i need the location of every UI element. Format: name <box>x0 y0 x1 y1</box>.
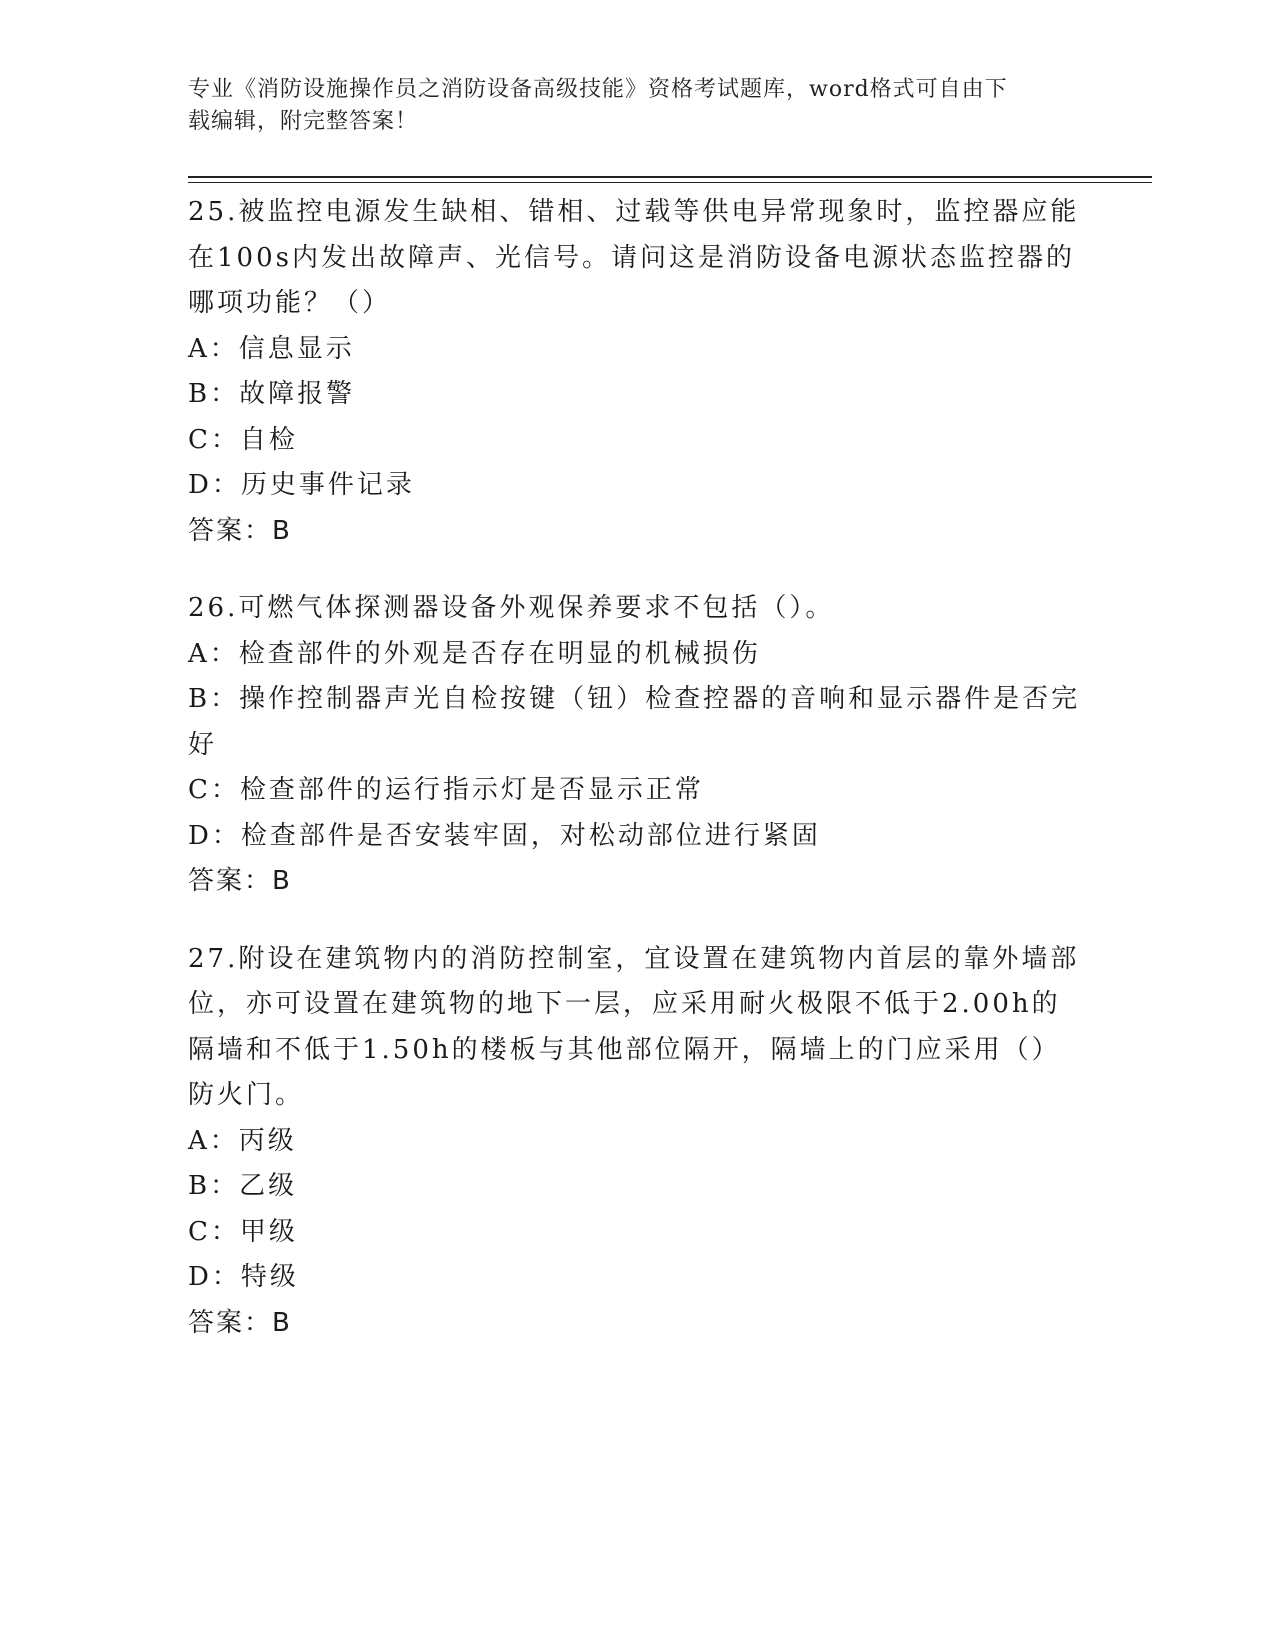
header-line-1: 专业《消防设施操作员之消防设备高级技能》资格考试题库，word格式可自由下 <box>188 77 1008 102</box>
answer-text: 答案：B <box>188 866 292 896</box>
option-b: B：乙级 <box>188 1171 298 1201</box>
option-b-continued: 好 <box>188 729 218 760</box>
answer-text: 答案：B <box>188 1307 292 1338</box>
option-b: B：操作控制器声光自检按键（钮）检查控器的音响和显示器件是否完 <box>188 684 1081 714</box>
header-divider-thin <box>188 182 1152 183</box>
header-line-2: 载编辑，附完整答案！ <box>188 109 419 134</box>
option-a: A：丙级 <box>188 1125 297 1156</box>
question-stem-line: 26.可燃气体探测器设备外观保养要求不包括（）。 <box>188 593 835 623</box>
question-stem-line: 防火门。 <box>188 1080 305 1110</box>
option-d: D：特级 <box>188 1262 299 1292</box>
option-c: C：自检 <box>188 424 298 455</box>
question-stem-line: 27.附设在建筑物内的消防控制室，宜设置在建筑物内首层的靠外墙部 <box>188 943 1080 974</box>
question-stem-line: 25.被监控电源发生缺相、错相、过载等供电异常现象时，监控器应能 <box>188 197 1080 227</box>
question-stem-line: 哪项功能？（） <box>188 288 392 318</box>
question-stem-line: 位，亦可设置在建筑物的地下一层，应采用耐火极限不低于2.00h的 <box>188 989 1061 1019</box>
question-list <box>188 190 1088 1378</box>
document-header <box>188 74 1088 138</box>
option-c: C：甲级 <box>188 1216 298 1247</box>
answer-text: 答案：B <box>188 515 292 546</box>
option-d: D：检查部件是否安装牢固，对松动部位进行紧固 <box>188 820 821 851</box>
question-27 <box>188 937 1088 1347</box>
question-25 <box>188 190 1088 554</box>
option-a: A：信息显示 <box>188 333 355 364</box>
question-stem-line: 在100s内发出故障声、光信号。请问这是消防设备电源状态监控器的 <box>188 242 1075 273</box>
header-divider-thick <box>188 176 1152 178</box>
option-d: D：历史事件记录 <box>188 470 415 500</box>
question-26 <box>188 586 1088 905</box>
option-b: B：故障报警 <box>188 379 356 409</box>
question-stem-line: 隔墙和不低于1.50h的楼板与其他部位隔开，隔墙上的门应采用（） <box>188 1034 1061 1065</box>
option-c: C：检查部件的运行指示灯是否显示正常 <box>188 775 704 805</box>
option-a: A：检查部件的外观是否存在明显的机械损伤 <box>188 638 761 669</box>
